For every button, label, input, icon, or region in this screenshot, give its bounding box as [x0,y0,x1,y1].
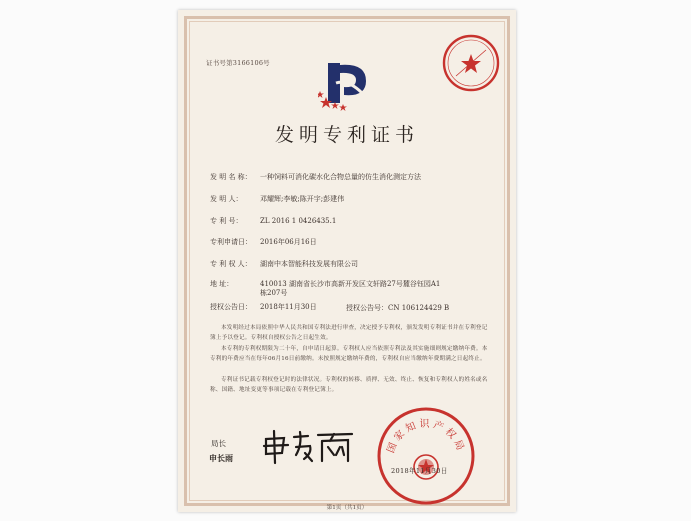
patentee-row [210,260,358,269]
body-paragraph-3: 专利证书记载专利权登记时的法律状况。专利权的转移、质押、无效、终止、恢复和专利权人的姓名或名称、国籍、地址变更等事项记载在专利登记簿上。 [210,377,488,394]
signer-title: 局长 [211,439,226,448]
grant-number-row [346,303,449,313]
ip-office-seal-stamp [375,405,477,507]
inventors-row [210,195,344,204]
patent-seal-stamp [440,32,502,94]
seal-text: 国家知识产权局 [385,419,467,455]
invention-name-label: 发 明 名 称： [210,173,252,181]
patentee-label: 专 利 权 人： [210,260,252,268]
address-row [210,280,460,298]
svg-text:国家知识产权局 [385,418,468,455]
director-signature [260,425,358,465]
patent-number-value: ZL 2016 1 0426435.1 [260,217,337,225]
certificate-title: 发明专利证书 [274,124,419,146]
certificate-paper [178,10,516,512]
address-label: 地 址： [210,280,234,288]
patent-number-label: 专 利 号： [210,217,243,225]
invention-name-row [210,173,421,182]
seal-date: 2018年11月30日 [391,467,448,475]
grant-number-value: CN 106124429 B [388,304,450,312]
address-value-line2: 栋207号 [260,289,288,297]
inventors-value: 邓耀辉;李敏;陈开宇;彭建伟 [260,195,345,203]
patent-office-emblem-icon [318,53,378,113]
inventors-label: 发 明 人： [210,195,243,203]
signer-name: 申长雨 [209,453,233,463]
patentee-value: 湖南中本智能科技发展有限公司 [260,260,358,268]
grant-date-label: 授权公告日： [210,303,252,311]
body-paragraph-2: 本专利的专利权期限为二十年，自申请日起算。专利权人应当依照专利法及其实施细则规定缴纳年费。本专利的年费应当在每年06月16日前缴纳。未按照规定缴纳年费的，专利权自应当缴纳年费期满之日起终止。 [210,346,488,363]
grant-number-label: 授权公告号： [346,304,388,312]
patent-number-row [210,217,336,226]
page-number: 第1页（共1页） [326,505,368,511]
grant-date-value: 2018年11月30日 [260,303,317,311]
invention-name-value: 一种饲料可消化碳水化合物总量的仿生消化测定方法 [260,173,421,181]
filing-date-value: 2016年06月16日 [260,238,317,246]
grant-date-row [210,303,317,312]
address-value-line1: 410013 湖南省长沙市高新开发区文轩路27号麓谷钰园A1 [260,280,441,288]
filing-date-row [210,238,317,247]
body-paragraph-1: 本发明经过本局依照中华人民共和国专利法进行审查，决定授予专利权，颁发发明专利证书并在专利登记簿上予以登记。专利权自授权公告之日起生效。 [210,325,488,342]
certificate-number: 证书号第3166106号 [206,59,270,67]
filing-date-label: 专利申请日： [210,238,252,246]
